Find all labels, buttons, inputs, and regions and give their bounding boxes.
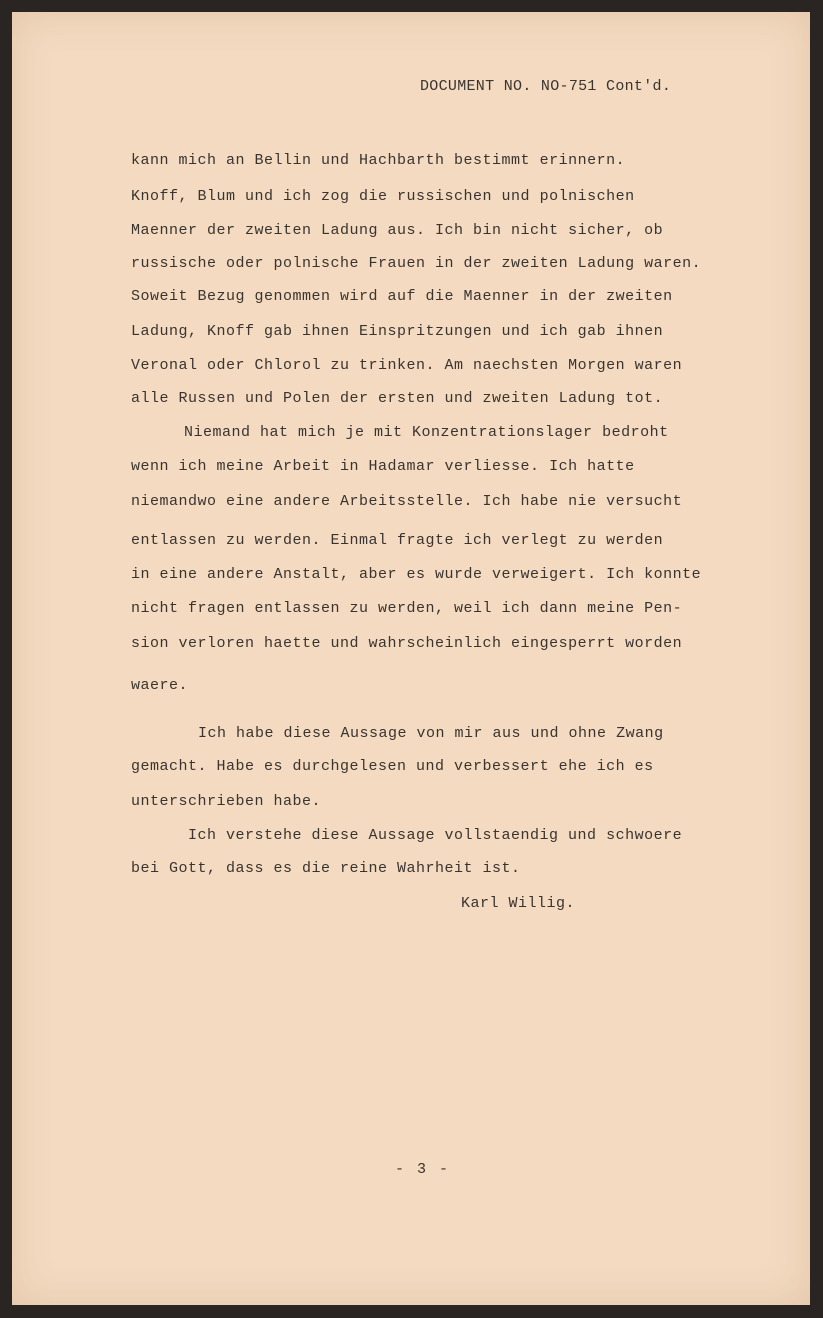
text-line-9: Niemand hat mich je mit Konzentrationslager bedroht	[184, 424, 669, 441]
text-line-12: entlassen zu werden. Einmal fragte ich verlegt zu werden	[131, 532, 664, 549]
text-line-11: niemandwo eine andere Arbeitsstelle. Ich habe nie versucht	[131, 493, 683, 510]
text-line-21: bei Gott, dass es die reine Wahrheit ist.	[131, 860, 521, 877]
text-line-8: alle Russen und Polen der ersten und zweiten Ladung tot.	[131, 390, 664, 407]
text-line-7: Veronal oder Chlorol zu trinken. Am naechsten Morgen waren	[131, 357, 683, 374]
text-line-5: Soweit Bezug genommen wird auf die Maenner in der zweiten	[131, 288, 673, 305]
document-page	[12, 12, 810, 1305]
signature: Karl Willig.	[461, 895, 576, 912]
text-line-19: unterschrieben habe.	[131, 793, 322, 810]
text-line-20: Ich verstehe diese Aussage vollstaendig und schwoere	[188, 827, 683, 844]
page-number: - 3 -	[395, 1161, 451, 1178]
text-line-4: russische oder polnische Frauen in der zweiten Ladung waren.	[131, 255, 702, 272]
text-line-3: Maenner der zweiten Ladung aus. Ich bin nicht sicher, ob	[131, 222, 664, 239]
text-line-16: waere.	[131, 677, 189, 694]
text-line-2: Knoff, Blum und ich zog die russischen und polnischen	[131, 188, 635, 205]
text-line-6: Ladung, Knoff gab ihnen Einspritzungen und ich gab ihnen	[131, 323, 664, 340]
text-line-18: gemacht. Habe es durchgelesen und verbessert ehe ich es	[131, 758, 654, 775]
text-line-17: Ich habe diese Aussage von mir aus und ohne Zwang	[198, 725, 664, 742]
text-line-14: nicht fragen entlassen zu werden, weil ich dann meine Pen-	[131, 600, 683, 617]
text-line-15: sion verloren haette und wahrscheinlich eingesperrt worden	[131, 635, 683, 652]
text-line-10: wenn ich meine Arbeit in Hadamar verliesse. Ich hatte	[131, 458, 635, 475]
text-line-1: kann mich an Bellin und Hachbarth bestimmt erinnern.	[131, 152, 626, 169]
document-reference: DOCUMENT NO. NO-751 Cont'd.	[420, 78, 672, 95]
text-line-13: in eine andere Anstalt, aber es wurde verweigert. Ich konnte	[131, 566, 702, 583]
